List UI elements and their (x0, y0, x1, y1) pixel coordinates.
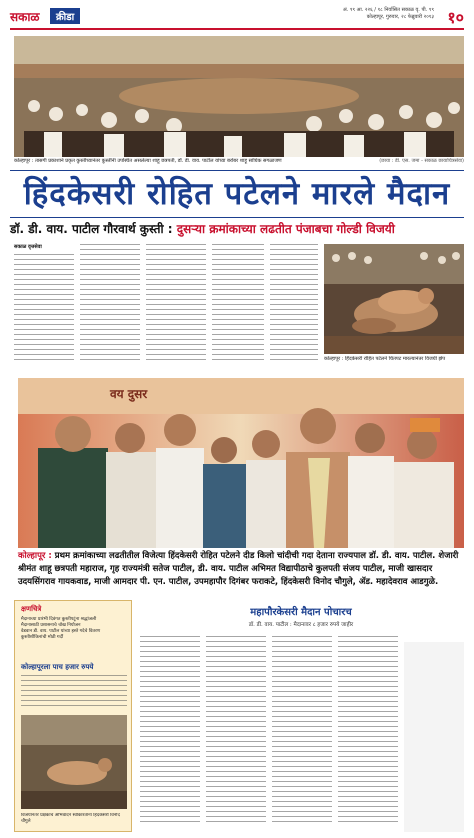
byline: सकाळ वृत्तसेवा (14, 244, 42, 250)
ceremony-backdrop-text: वय दुसर (110, 387, 148, 401)
article-column-4 (212, 244, 264, 366)
wrestling-photo-caption: कोल्हापूर : हिंदकेसरी रोहित पटेलने चितपट मारल्यानंतर विजयी झेप (324, 356, 446, 362)
ceremony-caption (18, 550, 464, 590)
crowd-photo-caption: कोल्हापूर : तासगी प्रकाशाने प्रकृत कुस्तीच्यानंतर कुस्तींनी उपस्थित असलेल्या शाहू छत्रपती, डॉ. डी. वाय. पाटील यांच्या बरोबर शाहू सांघिक सगळाजण (14, 158, 282, 164)
caption-place: कोल्हापूर : (18, 551, 52, 561)
story2-column-4 (338, 636, 398, 832)
main-headline: हिंदकेसरी रोहित पटेलने मारले मैदान (23, 176, 451, 212)
crowd-photo-credit: (छाया : डी. एस. जमा - सकाळ छायाचित्रसेवा) (379, 158, 464, 164)
sidebar-bullet: मैदानासाठी प्रशासनाचे चोख नियोजन (21, 623, 81, 628)
sidebar-box (14, 600, 132, 832)
wrestling-photo-image (324, 244, 464, 354)
sidebar-photo-image (21, 715, 127, 809)
ceremony-photo-image (18, 378, 464, 548)
date-line (343, 7, 434, 21)
crowd-photo (14, 36, 464, 157)
sidebar-title-prize: कोल्हापूरला पाच हजार रुपये (21, 663, 94, 671)
story2-column-2 (206, 636, 266, 832)
article-column-5 (270, 244, 318, 366)
crowd-photo-image (14, 36, 464, 157)
sidebar-bullet: वेडवान डी. वाय. पाटील यांच्या हस्ते गदेचे वितरण (21, 629, 101, 634)
story2-column-3 (272, 636, 332, 832)
sidebar-bullets (21, 617, 127, 641)
page-number: १० (447, 8, 464, 27)
sidebar-bullet: मैदानाच्या प्रारंभी दिवंगत कुस्तीपटूंना श्रद्धांजली (21, 617, 97, 622)
story2-column-1 (140, 636, 200, 832)
sidebar-text-block (21, 675, 127, 711)
subheadline-left: डॉ. डी. वाय. पाटील गौरवार्थ कुस्ती : (10, 222, 173, 236)
story2-subhead: डॉ. डी. वाय. पाटील : मैदानावर ८ हजार रुपये जाहीर (248, 622, 354, 628)
newspaper-brand: सकाळ (10, 10, 40, 24)
section-label: क्रीडा (50, 8, 80, 24)
story2-headline: महापौरकेसरी मैदान पोचारच (250, 607, 352, 618)
date-line-issue: अं. ९९ आ. २२६ / १८ निर्वासित सकाळ वृ. पी. ९९ (342, 7, 434, 13)
wrestling-photo (324, 244, 464, 354)
subheadline (10, 218, 464, 240)
date-line-date: कोल्हापूर, गुरुवार, २८ फेब्रुवारी २०१३ (366, 14, 434, 20)
sidebar-title-highlights: क्षणचित्रे (21, 605, 42, 613)
sidebar-photo (21, 715, 127, 809)
sidebar-photo-caption: विजयानंतर प्रेक्षकांचे अभिवादन स्वीकारताना हिंदकेसरी विनोद चौगुले (21, 813, 120, 824)
article-column-1 (14, 254, 74, 366)
masthead (10, 6, 464, 30)
headline-rule-top (10, 170, 464, 171)
article-column-3 (146, 244, 206, 366)
caption-text: प्रथम क्रमांकाच्या लढतीतील विजेत्या हिंदकेसरी रोहित पटेलने दीड किलो चांदीची गदा देताना राज्यपाल डॉ. डी. वाय. पाटील. शेजारी श्रीमंत शाहू छत्रपती महाराज, गृह राज्यमंत्री सतेज पाटील, डी. वाय. पाटील अभिमत विद्यापीठाचे कुलपती संजय पाटील, माजी खासदार उदयसिंगराव गायकवाड, माजी आमदार पी. एन. पाटील, उपमहापौर दिगंबर फराकटे, हिंदकेसरी विनोद चौगुले, ॲड. महादेवराव आडगुळे. (18, 551, 459, 587)
subheadline-right: दुसऱ्या क्रमांकाच्या लढतीत पंजाबचा गोल्डी विजयी (176, 222, 395, 236)
article-column-2 (80, 244, 140, 366)
ceremony-photo (18, 378, 464, 548)
blank-ad-space (404, 642, 464, 832)
sidebar-bullet: कुस्तीशौकिनांची मोठी गर्दी (21, 635, 64, 640)
